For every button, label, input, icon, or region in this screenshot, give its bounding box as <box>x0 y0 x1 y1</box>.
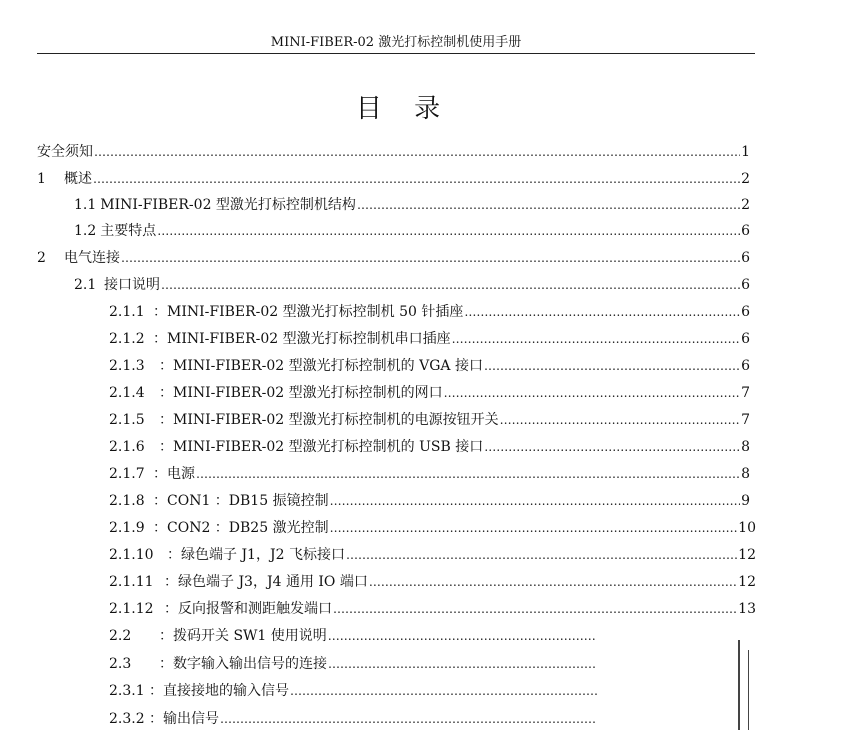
toc-entry-label: ：MINI-FIBER-02 型激光打标控制机的 VGA 接口 <box>159 358 483 374</box>
toc-entry-number: 2.1.12 <box>109 601 154 617</box>
toc-entry-page: 9 <box>741 493 750 509</box>
toc-entry-number: 2.1.3 <box>109 358 145 374</box>
toc-entry-label: ：MINI-FIBER-02 型激光打标控制机的网口 <box>159 385 443 401</box>
toc-entry-page: 6 <box>741 277 750 293</box>
toc-leader-dots <box>121 249 740 267</box>
toc-entry-2-1-8[interactable] <box>109 492 750 510</box>
toc-entry-number: 2.1.4 <box>109 385 145 401</box>
toc-entry-page: 7 <box>741 385 750 401</box>
toc-entry-label: 接口说明 <box>104 277 160 293</box>
toc-entry-2-1-2[interactable] <box>109 330 750 348</box>
toc-entry-number: 2.1.5 <box>109 412 145 428</box>
toc-entry-2-1-11[interactable] <box>109 573 756 591</box>
toc-entry-number: 2.1.8 <box>109 493 145 509</box>
toc-entry-2-1-7[interactable] <box>109 465 750 483</box>
toc-entry-page: 6 <box>741 223 750 239</box>
toc-entry-2-1-9[interactable] <box>109 519 756 537</box>
toc-entry-label: 电气连接 <box>64 250 120 266</box>
toc-entry-page: 2 <box>741 171 750 187</box>
toc-leader-dots <box>94 143 740 161</box>
toc-entry-number: 2.1 <box>74 277 97 293</box>
toc-entry-label: 安全须知 <box>37 144 93 160</box>
toc-entry-page: 7 <box>741 412 750 428</box>
toc-entry-number: 1.2 <box>74 223 97 239</box>
toc-entry-label: ：MINI-FIBER-02 型激光打标控制机的 USB 接口 <box>159 439 484 455</box>
toc-entry-number: 2.1.9 <box>109 520 145 536</box>
toc-leader-dots <box>357 196 740 214</box>
toc-leader-dots <box>330 492 741 510</box>
toc-entry-page: 13 <box>738 601 756 617</box>
toc-leader-dots <box>330 519 738 537</box>
toc-entry-page: 8 <box>741 466 750 482</box>
toc-entry-label: ：拨码开关 SW1 使用说明 <box>159 628 327 644</box>
toc-entry-1-1[interactable] <box>74 196 750 214</box>
toc-leader-dots <box>452 330 740 348</box>
page-header: MINI-FIBER-02 激光打标控制机使用手册 <box>270 35 522 50</box>
toc-entry-2[interactable] <box>37 249 750 267</box>
toc-entry-label: ：反向报警和测距触发端口 <box>164 601 332 617</box>
toc-entry-label: 主要特点 <box>100 223 157 239</box>
toc-entry-page: 6 <box>741 304 750 320</box>
toc-entry-2-1-12[interactable] <box>109 600 756 618</box>
toc-leader-dots <box>157 222 740 240</box>
toc-entry-page: 6 <box>741 358 750 374</box>
toc-entry-2-1[interactable] <box>74 276 750 294</box>
toc-entry-label: ：MINI-FIBER-02 型激光打标控制机 50 针插座 <box>153 304 464 320</box>
toc-leader-dots <box>500 411 740 429</box>
toc-entry-2-1-10[interactable] <box>109 546 756 564</box>
toc-entry-page: 12 <box>738 574 756 590</box>
toc-leader-dots <box>93 170 740 188</box>
toc-entry-number: 2.1.6 <box>109 439 145 455</box>
toc-entry-number: 2.1.2 <box>109 331 145 347</box>
toc-entry-number: 2.1.10 <box>109 547 154 563</box>
toc-leader-dots <box>444 384 740 402</box>
toc-leader-dots <box>484 438 740 456</box>
toc-entry-number: 2.3.1 <box>109 683 145 699</box>
toc-entry-number: 2.1.1 <box>109 304 145 320</box>
toc-entry-page: 6 <box>741 331 750 347</box>
toc-entry-label: ：CON2 ：DB25 激光控制 <box>153 520 329 536</box>
toc-entry-number: 2.1.11 <box>109 574 154 590</box>
toc-entry-label: 概述 <box>64 171 92 187</box>
toc-entry-number: 1 <box>37 171 46 187</box>
toc-entry-label: MINI-FIBER-02 型激光打标控制机结构 <box>100 197 356 213</box>
toc-leader-dots <box>196 465 740 483</box>
toc-leader-dots <box>333 600 737 618</box>
toc-entry-number: 2 <box>37 250 46 266</box>
toc-entry-1[interactable] <box>37 170 750 188</box>
toc-entry-page: 12 <box>738 547 756 563</box>
toc-entry-label: ：直接接地的输入信号 <box>149 683 289 699</box>
toc-title-char: 录 <box>414 94 441 124</box>
toc-leader-dots <box>161 276 740 294</box>
toc-entry-number: 2.1.7 <box>109 466 145 482</box>
toc-entry-label: ：数字输入输出信号的连接 <box>159 656 327 672</box>
clipped-region <box>597 628 757 738</box>
toc-title-char: 目 <box>355 94 382 124</box>
toc-entry-label: ：电源 <box>153 466 195 482</box>
toc-entry-label: ：MINI-FIBER-02 型激光打标控制机的电源按钮开关 <box>159 412 499 428</box>
toc-entry-label: ：绿色端子 J3，J4 通用 IO 端口 <box>164 574 368 590</box>
toc-entry-2-1-4[interactable] <box>109 384 750 402</box>
toc-entry-2-1-6[interactable] <box>109 438 750 456</box>
toc-leader-dots <box>346 546 737 564</box>
toc-entry-number: 1.1 <box>74 197 97 213</box>
toc-entry-label: ：CON1 ：DB15 振镜控制 <box>153 493 329 509</box>
toc-entry-label: ：绿色端子 J1，J2 飞标接口 <box>167 547 345 563</box>
toc-entry-1-2[interactable] <box>74 222 750 240</box>
scan-artifact-line <box>748 650 749 730</box>
toc-leader-dots <box>464 303 740 321</box>
toc-entry-page: 1 <box>741 144 750 160</box>
toc-entry-page: 6 <box>741 250 750 266</box>
toc-entry-safety[interactable] <box>37 143 750 161</box>
toc-entry-label: ：输出信号 <box>149 711 219 727</box>
toc-entry-label: ：MINI-FIBER-02 型激光打标控制机串口插座 <box>153 331 451 347</box>
toc-entry-number: 2.3 <box>109 656 132 672</box>
toc-entry-2-1-5[interactable] <box>109 411 750 429</box>
toc-entry-number: 2.3.2 <box>109 711 145 727</box>
scan-artifact-line <box>738 640 740 730</box>
toc-entry-2-1-3[interactable] <box>109 357 750 375</box>
toc-entry-page: 8 <box>741 439 750 455</box>
toc-entry-2-1-1[interactable] <box>109 303 750 321</box>
toc-entry-page: 10 <box>738 520 756 536</box>
toc-entry-number: 2.2 <box>109 628 132 644</box>
toc-leader-dots <box>369 573 737 591</box>
toc-entry-page: 2 <box>741 197 750 213</box>
toc-leader-dots <box>484 357 740 375</box>
